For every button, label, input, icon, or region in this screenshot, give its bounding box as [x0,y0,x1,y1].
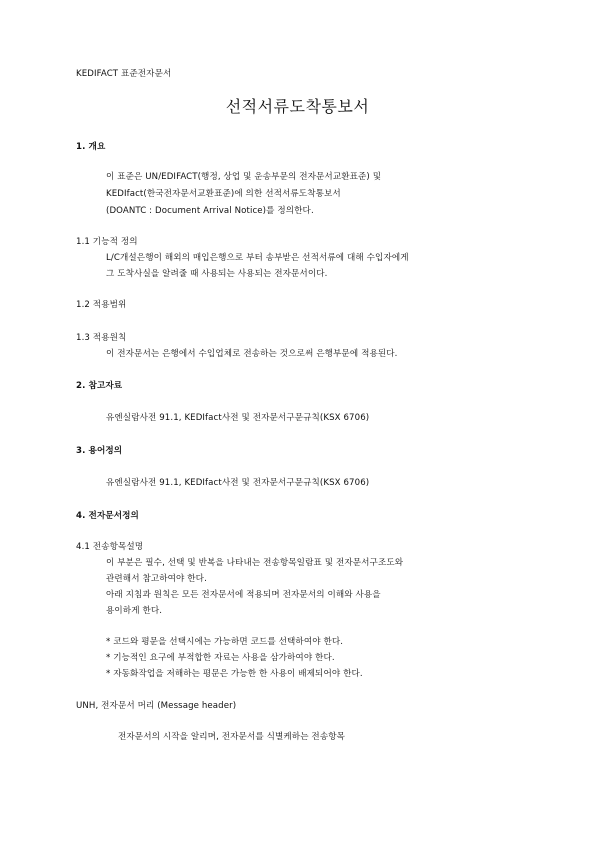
section-4-1-line-3: 아래 지침과 원칙은 모든 전자문서에 적용되며 전자문서의 이해와 사용을 [106,590,381,600]
section-1-line-3: (DOANTC : Document Arrival Notice)를 정의한다. [106,206,314,216]
unh-heading: UNH, 전자문서 머리 (Message header) [76,701,237,711]
section-1-line-1: 이 표준은 UN/EDIFACT(행정, 상업 및 운송부문의 전자문서교환표준) 및 [106,172,382,182]
section-4-1-bullet-3: * 자동화작업을 저해하는 평문은 가능한 한 사용이 배제되어야 한다. [106,669,363,679]
section-3-heading: 3. 용어정의 [76,446,123,456]
section-1-1-line-1: L/C개설은행이 해외의 매입은행으로 부터 송부받은 선적서류에 대해 수입자에게 [106,253,409,263]
section-3-line-1: 유엔실람사전 91.1, KEDIfact사전 및 전자문서구문규칙(KSX 6706) [106,478,370,488]
section-1-1-heading: 1.1 기능적 정의 [76,237,138,247]
section-1-heading: 1. 개요 [76,142,106,152]
unh-line-1: 전자문서의 시작을 알리며, 전자문서를 식별케하는 전송항목 [118,732,346,742]
document-title: 선적서류도착통보서 [225,97,370,116]
section-1-1-line-2: 그 도착사실을 알려줄 때 사용되는 사용되는 전자문서이다. [106,269,328,279]
section-1-3-line-1: 이 전자문서는 은행에서 수입업체로 전송하는 것으로써 은행부문에 적용된다. [106,349,398,359]
section-4-1-heading: 4.1 전송항목설명 [76,542,144,552]
section-4-1-line-1: 이 부분은 필수, 선택 및 반복을 나타내는 전송항목일람표 및 전자문서구조도와 [106,558,404,568]
section-4-1-bullet-2: * 기능적인 요구에 부적합한 자료는 사용을 삼가하여야 한다. [106,653,335,663]
section-2-heading: 2. 참고자료 [76,381,123,391]
section-4-1-bullet-1: * 코드와 평문을 선택시에는 가능하면 코드를 선택하여야 한다. [106,637,344,647]
section-4-1-line-4: 용이하게 한다. [106,606,163,616]
document-header: KEDIFACT 표준전자문서 [76,69,172,79]
section-4-heading: 4. 전자문서정의 [76,511,139,521]
section-1-2-heading: 1.2 적용범위 [76,300,127,310]
section-1-3-heading: 1.3 적용원칙 [76,333,127,343]
section-2-line-1: 유엔실람사전 91.1, KEDIfact사전 및 전자문서구문규칙(KSX 6706) [106,413,370,423]
section-4-1-line-2: 관련해서 참고하여야 한다. [106,574,207,584]
section-1-line-2: KEDIfact(한국전자문서교환표준)에 의한 선적서류도착통보서 [106,189,341,199]
